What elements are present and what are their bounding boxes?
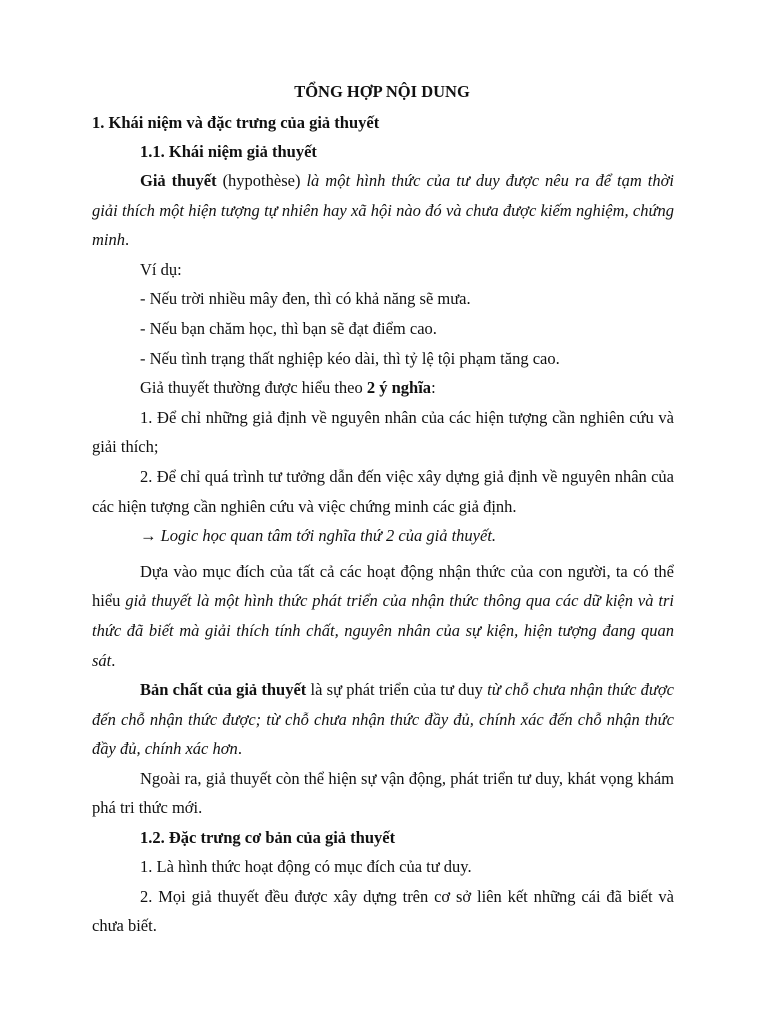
additional-paragraph: Ngoài ra, giả thuyết còn thể hiện sự vận động, phát triển tư duy, khát vọng khám phá tri thức mới.: [92, 768, 674, 818]
example-item-3: - Nếu tình trạng thất nghiệp kéo dài, thì tỷ lệ tội phạm tăng cao.: [140, 348, 560, 368]
purpose-end: .: [111, 650, 116, 670]
purpose-paragraph: [92, 557, 674, 675]
meaning-item-1: 1. Để chỉ những giả định về nguyên nhân của các hiện tượng cần nghiên cứu và giải thích;: [92, 407, 674, 457]
section-1-heading: 1. Khái niệm và đặc trưng của giả thuyết: [92, 113, 380, 132]
example-label: Ví dụ:: [140, 259, 182, 279]
definition-term: Giả thuyết: [140, 171, 217, 190]
meanings-intro-text: Giả thuyết thường được hiểu theo: [140, 378, 367, 398]
essence-text: là sự phát triển của tư duy: [306, 680, 488, 700]
definition-end: .: [125, 230, 130, 250]
logic-note: → Logic học quan tâm tới nghĩa thứ 2 của giả thuyết.: [140, 526, 497, 546]
section-1-2-heading: 1.2. Đặc trưng cơ bản của giả thuyết: [140, 828, 396, 848]
meaning-item-2: 2. Để chỉ quá trình tư tưởng dẫn đến việc xây dựng giả định về nguyên nhân của các hiện tượng cần nghiên cứu và việc chứng minh các giả định.: [92, 466, 674, 516]
meanings-intro-end: :: [431, 378, 436, 398]
section-1-1-heading: 1.1. Khái niệm giả thuyết: [140, 142, 317, 161]
meanings-intro: [92, 373, 674, 403]
feature-item-2: 2. Mọi giả thuyết đều được xây dựng trên cơ sở liên kết những cái đã biết và chưa biết.: [92, 886, 674, 936]
essence-paragraph: [92, 675, 674, 764]
purpose-text: Dựa vào mục đích của tất cả các hoạt động nhận thức của con người, ta có thể hiểu: [92, 561, 674, 611]
purpose-italic: giả thuyết là một hình thức phát triển của nhận thức thông qua các dữ kiện và tri thức đã biết mà giải thích tính chất, nguyên nhân của sự kiện, hiện tượng đang quan sát: [92, 591, 674, 670]
definition-text: là một hình thức của tư duy được nêu ra để tạm thời giải thích một hiện tượng tự nhiên hay xã hội nào đó và chưa được kiếm nghiệm, chứng minh: [92, 171, 674, 250]
essence-end: .: [237, 739, 242, 759]
meanings-intro-bold: 2 ý nghĩa: [366, 378, 432, 398]
example-item-2: - Nếu bạn chăm học, thì bạn sẽ đạt điểm cao.: [140, 318, 437, 338]
document-page: [92, 78, 674, 941]
definition-paragraph: [92, 166, 674, 255]
feature-item-1: 1. Là hình thức hoạt động có mục đích của tư duy.: [140, 857, 472, 877]
essence-bold: Bản chất của giả thuyết: [140, 680, 307, 700]
essence-italic: từ chỗ chưa nhận thức được đến chỗ nhận thức được; từ chỗ chưa nhận thức đầy đủ, chính xác đến chỗ nhận thức đầy đủ, chính xác hơn: [92, 680, 675, 759]
definition-paren: (hypothèse): [216, 171, 307, 190]
example-item-1: - Nếu trời nhiều mây đen, thì có khả năng sẽ mưa.: [140, 289, 471, 309]
page-title: TỔNG HỢP NỘI DUNG: [294, 82, 470, 101]
